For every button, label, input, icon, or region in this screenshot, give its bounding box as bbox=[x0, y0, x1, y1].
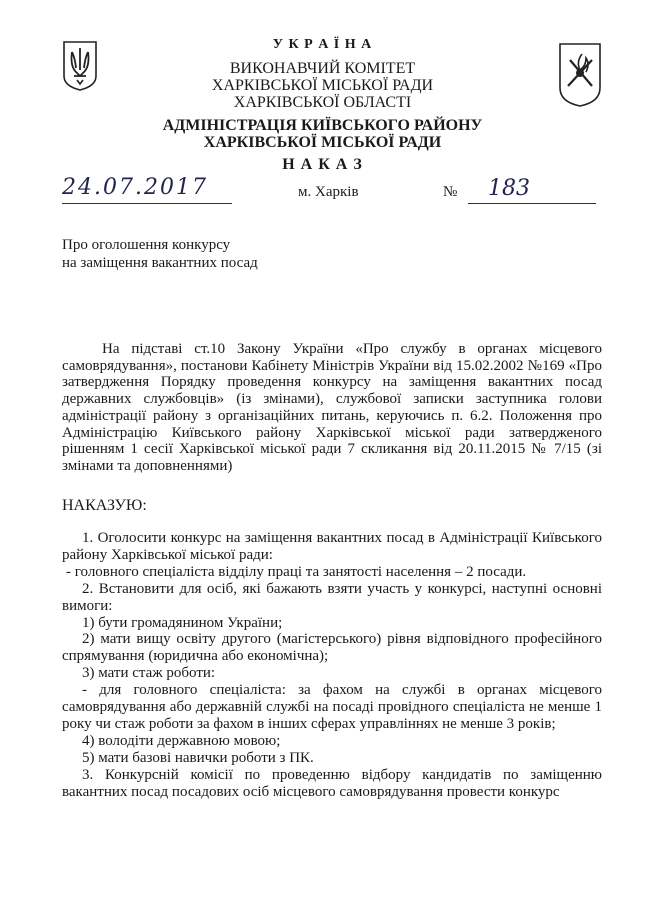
list-item: 3. Конкурсній комісії по проведенню відбору кандидатів по заміщенню вакантних посад посадових осіб місцевого самоврядування провести конкурс bbox=[62, 766, 602, 800]
list-item: 4) володіти державною мовою; bbox=[82, 732, 281, 749]
order-subject bbox=[62, 236, 258, 272]
list-item: 2) мати вищу освіту другого (магістерського) рівня відповідного професійного спрямування (юридична або економічна); bbox=[62, 631, 602, 665]
list-item: - для головного спеціаліста: за фахом на службі в органах місцевого самоврядування або державній службі на посаді провідного спеціаліста не менше 1 року чи стаж роботи за фахом в інших сферах управліннях не менше 3 років; bbox=[62, 682, 602, 732]
subject-line: Про оголошення конкурсу bbox=[62, 237, 231, 253]
committee-line: ХАРКІВСЬКОЇ ОБЛАСТІ bbox=[233, 94, 412, 111]
order-city: м. Харків bbox=[298, 184, 359, 200]
administration-line: ХАРКІВСЬКОЇ МІСЬКОЇ РАДИ bbox=[203, 134, 442, 151]
number-underline bbox=[468, 203, 596, 204]
order-number: 183 bbox=[488, 176, 530, 201]
order-date: 24.07.2017 bbox=[62, 175, 208, 200]
list-item: 1. Оголосити конкурс на заміщення вакантних посад в Адміністрації Київського району Харківської міської ради: bbox=[62, 530, 602, 563]
administration-line: АДМІНІСТРАЦІЯ КИЇВСЬКОГО РАЙОНУ bbox=[162, 117, 483, 134]
committee-line: ХАРКІВСЬКОЇ МІСЬКОЇ РАДИ bbox=[211, 77, 434, 94]
list-item: 1) бути громадянином України; bbox=[82, 614, 283, 631]
order-items bbox=[62, 530, 602, 801]
administration-block bbox=[0, 117, 645, 151]
order-number-label: № bbox=[443, 184, 458, 200]
preamble-paragraph: На підставі ст.10 Закону України «Про службу в органах місцевого самоврядування», постанови Кабінету Міністрів України від 15.02.2002 №169 «Про затвердження Порядку проведення конкурсу на заміщення вакантних посад державних службовців» (із змінами), службової записки заступника голови адміністрації району з організаційних питань, керуючись п. 6.2. Положення про Адміністрацію Київського району Харківської міської ради затвердженого рішенням 1 сесії Харківської міської ради 7 скликання від 20.11.2015 № 7/15 (зі змінами та доповненнями) bbox=[62, 341, 602, 474]
committee-block bbox=[0, 60, 645, 111]
date-underline bbox=[62, 203, 232, 204]
list-item: - головного спеціаліста відділу праці та занятості населення – 2 посади. bbox=[66, 563, 527, 580]
order-word: НАКАЗУЮ: bbox=[62, 497, 147, 514]
list-item: 5) мати базові навички роботи з ПК. bbox=[82, 749, 314, 766]
list-item: 3) мати стаж роботи: bbox=[82, 665, 216, 682]
subject-line: на заміщення вакантних посад bbox=[62, 255, 258, 271]
country-title: У К Р А Ї Н А bbox=[272, 37, 373, 52]
document-type: Н А К А З bbox=[282, 156, 363, 173]
committee-line: ВИКОНАВЧИЙ КОМІТЕТ bbox=[229, 60, 416, 77]
list-item: 2. Встановити для осіб, які бажають взяти участь у конкурсі, наступні основні вимоги: bbox=[62, 580, 602, 614]
